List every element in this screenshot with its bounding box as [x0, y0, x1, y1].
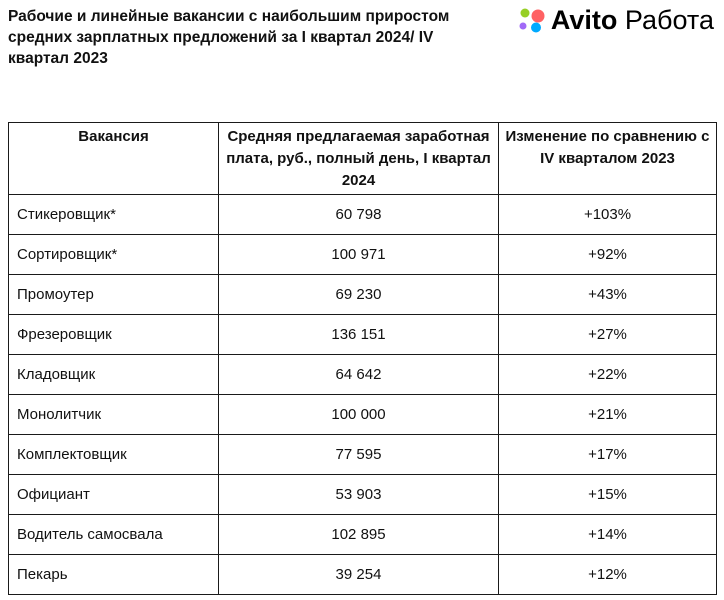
change-cell: +92%	[499, 235, 717, 275]
header-vacancy: Вакансия	[9, 123, 219, 195]
table-row	[9, 195, 717, 235]
change-cell: +22%	[499, 355, 717, 395]
vacancy-cell: Сортировщик*	[9, 235, 219, 275]
table-row	[9, 555, 717, 595]
page-title: Рабочие и линейные вакансии с наибольшим приростом средних зарплатных предложений за I квартал 2024/ IV квартал 2023	[8, 8, 450, 67]
table-row	[9, 355, 717, 395]
salary-cell: 77 595	[219, 435, 499, 475]
salary-cell: 64 642	[219, 355, 499, 395]
logo-suffix: Работа	[617, 5, 714, 35]
salary-cell: 136 151	[219, 315, 499, 355]
vacancy-cell: Монолитчик	[9, 395, 219, 435]
change-cell: +12%	[499, 555, 717, 595]
salary-cell: 69 230	[219, 275, 499, 315]
salary-cell: 60 798	[219, 195, 499, 235]
salary-cell: 39 254	[219, 555, 499, 595]
change-cell: +15%	[499, 475, 717, 515]
avito-rabota-logo	[517, 6, 714, 34]
table-header-row	[9, 123, 717, 195]
logo-dot-green	[520, 9, 529, 18]
header-change: Изменение по сравнению с IV кварталом 2023	[499, 123, 717, 195]
logo-dot-purple	[519, 23, 526, 30]
logo-dot-red	[531, 10, 544, 23]
vacancy-cell: Водитель самосвала	[9, 515, 219, 555]
salary-cell: 100 000	[219, 395, 499, 435]
change-cell: +14%	[499, 515, 717, 555]
vacancy-cell: Пекарь	[9, 555, 219, 595]
salary-cell: 100 971	[219, 235, 499, 275]
table-row	[9, 235, 717, 275]
vacancy-table	[8, 122, 717, 595]
table-row	[9, 275, 717, 315]
avito-dots-icon	[517, 7, 547, 33]
table-row	[9, 515, 717, 555]
change-cell: +17%	[499, 435, 717, 475]
logo-brand: Avito	[550, 5, 618, 35]
change-cell: +27%	[499, 315, 717, 355]
salary-cell: 102 895	[219, 515, 499, 555]
table-row	[9, 395, 717, 435]
change-cell: +21%	[499, 395, 717, 435]
table-row	[9, 315, 717, 355]
vacancy-cell: Фрезеровщик	[9, 315, 219, 355]
change-cell: +103%	[499, 195, 717, 235]
table-row	[9, 435, 717, 475]
vacancy-cell: Официант	[9, 475, 219, 515]
table-row	[9, 475, 717, 515]
salary-cell: 53 903	[219, 475, 499, 515]
vacancy-cell: Комплектовщик	[9, 435, 219, 475]
vacancy-cell: Промоутер	[9, 275, 219, 315]
header	[8, 6, 716, 76]
logo-dot-blue	[531, 23, 541, 33]
change-cell: +43%	[499, 275, 717, 315]
vacancy-cell: Кладовщик	[9, 355, 219, 395]
header-salary: Средняя предлагаемая заработная плата, руб., полный день, I квартал 2024	[219, 123, 499, 195]
vacancy-cell: Стикеровщик*	[9, 195, 219, 235]
logo-wordmark	[551, 6, 714, 34]
